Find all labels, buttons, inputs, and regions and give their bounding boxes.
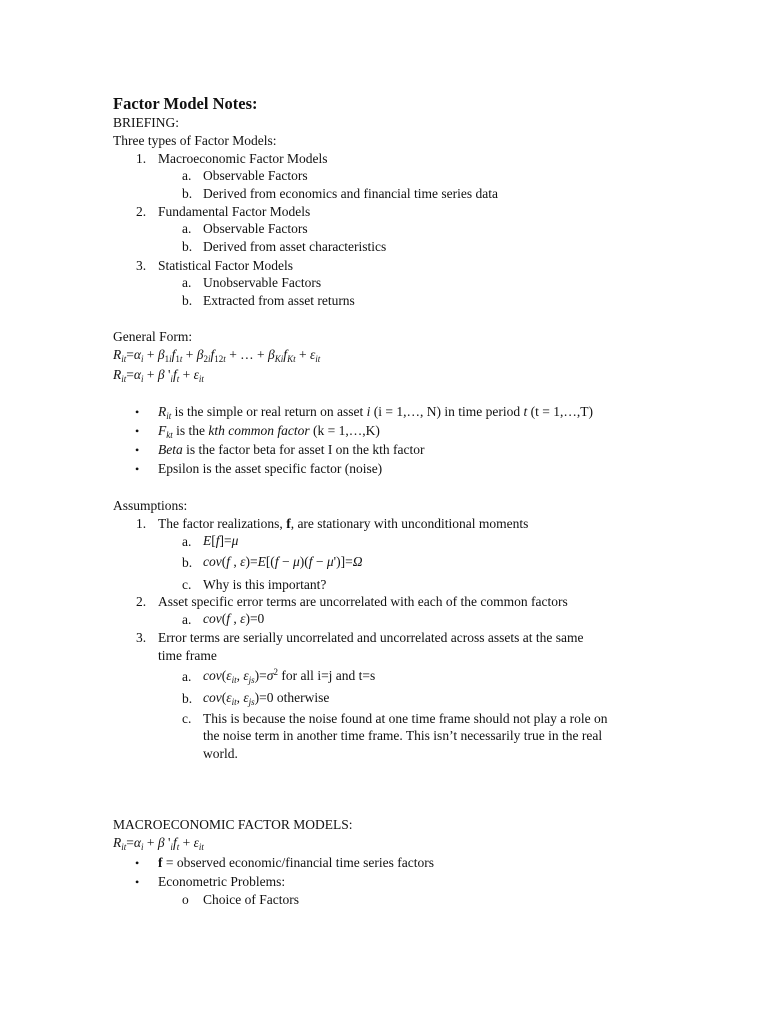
assumption-1c: Why is this important?	[203, 577, 327, 592]
equation-error-zero: $cov(\varepsilon_{it}$, $\varepsilon_{js})=0$ otherwise	[203, 690, 330, 707]
equation-mean: E[f]=μ	[203, 533, 239, 548]
sub-list-marker: c.	[182, 577, 192, 592]
definition-text: (i = 1,…, N) in time period	[370, 404, 524, 419]
definition-text: Beta	[158, 442, 183, 457]
definition-text: (t = 1,…,T)	[527, 404, 593, 419]
bullet-icon: •	[135, 875, 140, 889]
sub-list-item: Observable Factors	[203, 168, 308, 183]
macro-bullet-1	[158, 854, 434, 872]
assumption-text: f	[286, 516, 291, 531]
bullet-icon: •	[135, 443, 140, 457]
sub-list-item: Derived from economics and financial time series data	[203, 186, 499, 201]
sub-list-marker: b.	[182, 239, 193, 254]
assumption-text: otherwise	[273, 690, 330, 705]
assumption-text: , are stationary with unconditional moments	[290, 516, 529, 531]
equation-macro-model: $R_{it}=\alpha_i + \beta$ '$_if_t + \varepsilon_{it}$	[113, 835, 204, 852]
sub-bullet-icon: o	[182, 892, 189, 907]
definition-text: kth common factor	[208, 423, 310, 438]
page-title: Factor Model Notes:	[113, 94, 258, 113]
sub-list-item: Extracted from asset returns	[203, 293, 355, 308]
assumptions-heading: Assumptions:	[113, 498, 188, 513]
definition-return: $R_{it}$ is the simple or real return on asset i (i = 1,…, N) in time period t (t = 1,…,T)	[158, 404, 593, 421]
list-item: Fundamental Factor Models	[158, 204, 311, 219]
types-heading: Three types of Factor Models:	[113, 133, 277, 148]
bullet-icon: •	[135, 405, 140, 419]
sub-list-marker: a.	[182, 168, 192, 183]
equation-vector-form: $R_{it}=\alpha_i + \beta$ '$_if_t + \varepsilon_{it}$	[113, 367, 204, 384]
equation-covariance: cov(f , ε)=E[(f − μ)(f − μ')]=Ω	[203, 554, 363, 569]
macro-text: f	[158, 855, 163, 870]
definition-text: is the	[172, 423, 209, 438]
list-number: 1.	[136, 516, 147, 531]
definition-text: is the factor beta for asset I on the kth factor	[182, 442, 425, 457]
definition-text: (k = 1,…,K)	[309, 423, 380, 438]
list-number: 1.	[136, 151, 147, 166]
sub-list-marker: b.	[182, 691, 193, 706]
sub-list-marker: b.	[182, 186, 193, 201]
list-item: Statistical Factor Models	[158, 258, 293, 273]
sub-list-item: Derived from asset characteristics	[203, 239, 387, 254]
bullet-icon: •	[135, 424, 140, 438]
definition-factor: $F_{kt}$ is the kth common factor (k = 1,…,K)	[158, 423, 380, 440]
macro-text: = observed economic/financial time series factors	[162, 855, 435, 870]
sub-list-item: Unobservable Factors	[203, 275, 322, 290]
definition-beta	[158, 441, 425, 459]
sub-list-item: Observable Factors	[203, 221, 308, 236]
definition-epsilon: Epsilon is the asset specific factor (noise)	[158, 461, 383, 476]
list-number: 2.	[136, 594, 147, 609]
definition-text: is the simple or real return on asset	[171, 404, 367, 419]
definition-text: t	[523, 404, 528, 419]
list-number: 3.	[136, 630, 147, 645]
equation-cov-zero: cov(f , ε)=0	[203, 611, 265, 626]
sub-list-marker: b.	[182, 293, 193, 308]
briefing-label: BRIEFING:	[113, 115, 180, 130]
sub-list-marker: a.	[182, 221, 192, 236]
assumption-text: The factor realizations,	[158, 516, 287, 531]
assumption-text: for all i=j and t=s	[277, 668, 376, 683]
sub-list-marker: b.	[182, 555, 193, 570]
sub-list-marker: c.	[182, 711, 192, 726]
list-item: Macroeconomic Factor Models	[158, 151, 328, 166]
assumption-3-line1: Error terms are serially uncorrelated and uncorrelated across assets at the same	[158, 630, 584, 645]
list-number: 3.	[136, 258, 147, 273]
equation-error-variance: $cov(\varepsilon_{it}$, $\varepsilon_{js})=\sigma^2$ for all i=j and t=s	[203, 667, 376, 685]
sub-list-marker: a.	[182, 669, 192, 684]
assumption-3c-line2: the noise term in another time frame. This isn’t necessarily true in the real	[203, 728, 603, 743]
assumption-3-line2: time frame	[158, 648, 217, 663]
list-number: 2.	[136, 204, 147, 219]
general-form-label: General Form:	[113, 329, 193, 344]
assumption-2: Asset specific error terms are uncorrelated with each of the common factors	[158, 594, 568, 609]
bullet-icon: •	[135, 856, 140, 870]
sub-list-marker: a.	[182, 534, 192, 549]
assumption-3c-line3: world.	[203, 746, 238, 761]
macro-bullet-2: Econometric Problems:	[158, 874, 286, 889]
sub-list-marker: a.	[182, 612, 192, 627]
assumption-1	[158, 515, 528, 533]
assumption-3c-line1: This is because the noise found at one time frame should not play a role on	[203, 711, 608, 726]
macro-sub-item: Choice of Factors	[203, 892, 299, 907]
sub-list-marker: a.	[182, 275, 192, 290]
definition-text: i	[366, 404, 371, 419]
bullet-icon: •	[135, 462, 140, 476]
macro-heading: MACROECONOMIC FACTOR MODELS:	[113, 817, 353, 832]
equation-general-form: $R_{it}=\alpha_i + \beta_{1i}f_{1t} + \beta_{2i}f_{12t}$ + … + $\beta_{Ki}f_{Kt} + \varepsilon_{it}$	[113, 347, 321, 364]
